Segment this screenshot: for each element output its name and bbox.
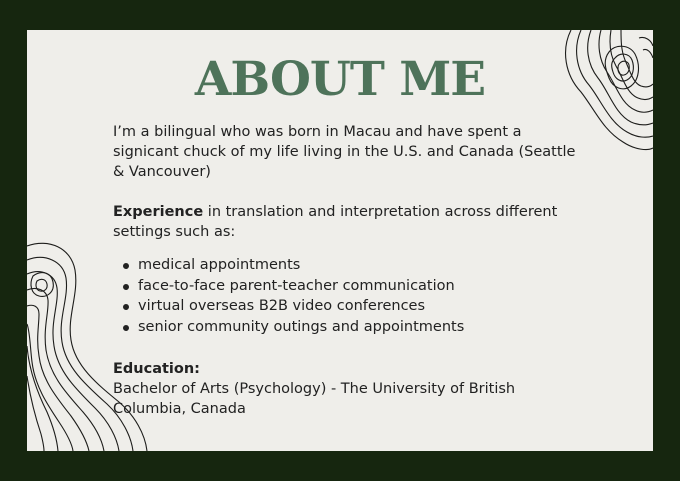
experience-label: Experience	[113, 204, 204, 220]
settings-list	[113, 255, 583, 337]
list-item: medical appointments	[113, 255, 583, 276]
list-item: face-to-face parent-teacher communication	[113, 276, 583, 297]
about-content	[113, 122, 583, 419]
experience-paragraph	[113, 202, 583, 242]
intro-paragraph: I’m a bilingual who was born in Macau and have spent a signicant chuck of my life living in the U.S. and Canada (Seattle & Vancouver)	[113, 124, 576, 180]
experience-text: in translation and interpretation across different settings such as:	[113, 204, 558, 240]
education-label: Education:	[113, 361, 200, 377]
about-card	[27, 30, 653, 451]
list-item: virtual overseas B2B video conferences	[113, 296, 583, 317]
list-item: senior community outings and appointments	[113, 317, 583, 338]
page-title: ABOUT ME	[194, 52, 486, 107]
education-text: Bachelor of Arts (Psychology) - The University of British Columbia, Canada	[113, 381, 516, 417]
